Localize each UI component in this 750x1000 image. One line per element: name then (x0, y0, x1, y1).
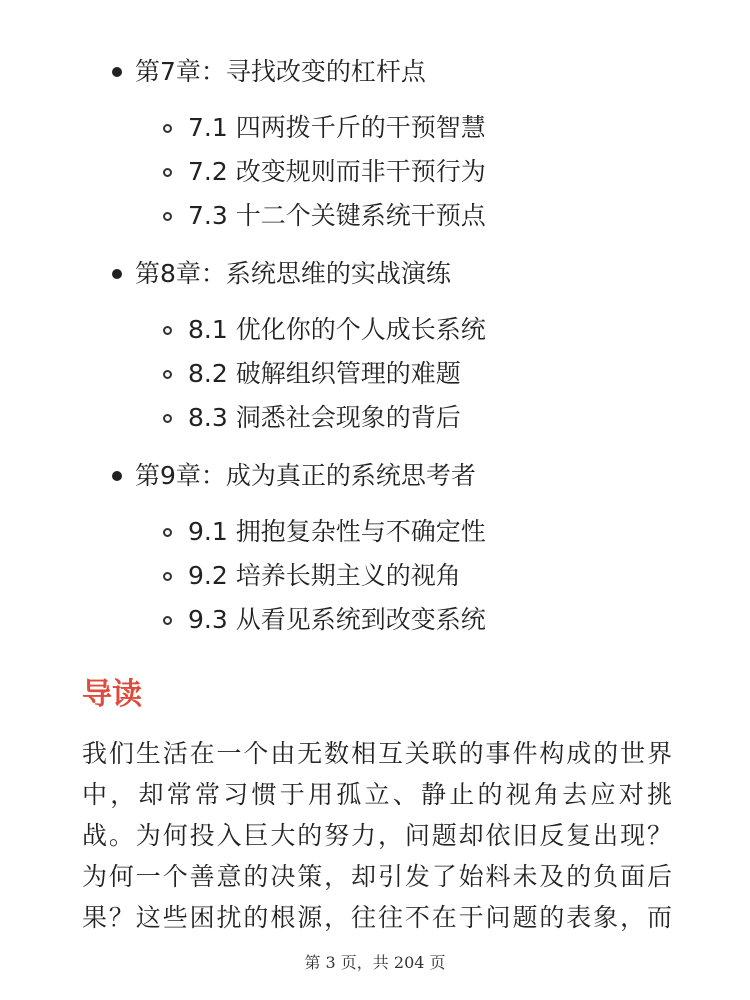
bullet-circle-icon (163, 528, 172, 537)
bullet-circle-icon (163, 370, 172, 379)
bullet-circle-icon (163, 572, 172, 581)
intro-paragraph (82, 733, 672, 938)
toc-section-9-3 (163, 600, 486, 640)
bullet-dot-icon (112, 269, 122, 279)
toc-section-8-1 (163, 310, 486, 350)
toc-chapter-9 (112, 456, 476, 496)
toc-chapter-7 (112, 52, 426, 92)
paragraph-line: 果？这些困扰的根源，往往不在于问题的表象，而 (82, 903, 672, 932)
paragraph-line: 为何一个善意的决策，却引发了始料未及的负面后 (82, 862, 672, 891)
toc-section-8-2 (163, 354, 461, 394)
bullet-circle-icon (163, 616, 172, 625)
toc-section-7-1 (163, 108, 486, 148)
section-title: 8.1 优化你的个人成长系统 (188, 315, 486, 344)
section-title: 9.3 从看见系统到改变系统 (188, 605, 486, 634)
bullet-dot-icon (112, 471, 122, 481)
chapter-title: 第8章：系统思维的实战演练 (135, 259, 451, 288)
toc-section-7-3 (163, 196, 486, 236)
bullet-circle-icon (163, 414, 172, 423)
section-title: 7.2 改变规则而非干预行为 (188, 157, 486, 186)
bullet-circle-icon (163, 168, 172, 177)
section-title: 8.3 洞悉社会现象的背后 (188, 403, 461, 432)
bullet-dot-icon (112, 67, 122, 77)
section-title: 9.1 拥抱复杂性与不确定性 (188, 517, 486, 546)
section-title: 7.3 十二个关键系统干预点 (188, 201, 486, 230)
section-title: 9.2 培养长期主义的视角 (188, 561, 461, 590)
toc-section-9-2 (163, 556, 461, 596)
bullet-circle-icon (163, 124, 172, 133)
paragraph-line: 中，却常常习惯于用孤立、静止的视角去应对挑 (82, 780, 672, 809)
toc-section-9-1 (163, 512, 486, 552)
section-title: 7.1 四两拨千斤的干预智慧 (188, 113, 486, 142)
paragraph-line: 战。为何投入巨大的努力，问题却依旧反复出现？ (82, 821, 672, 850)
bullet-circle-icon (163, 212, 172, 221)
paragraph-line: 我们生活在一个由无数相互关联的事件构成的世界 (82, 739, 672, 768)
toc-section-7-2 (163, 152, 486, 192)
intro-heading: 导读 (82, 677, 142, 712)
page-number-footer: 第 3 页，共 204 页 (304, 953, 446, 972)
toc-section-8-3 (163, 398, 461, 438)
section-title: 8.2 破解组织管理的难题 (188, 359, 461, 388)
bullet-circle-icon (163, 326, 172, 335)
chapter-title: 第7章：寻找改变的杠杆点 (135, 57, 426, 86)
toc-chapter-8 (112, 254, 451, 294)
chapter-title: 第9章：成为真正的系统思考者 (135, 461, 476, 490)
